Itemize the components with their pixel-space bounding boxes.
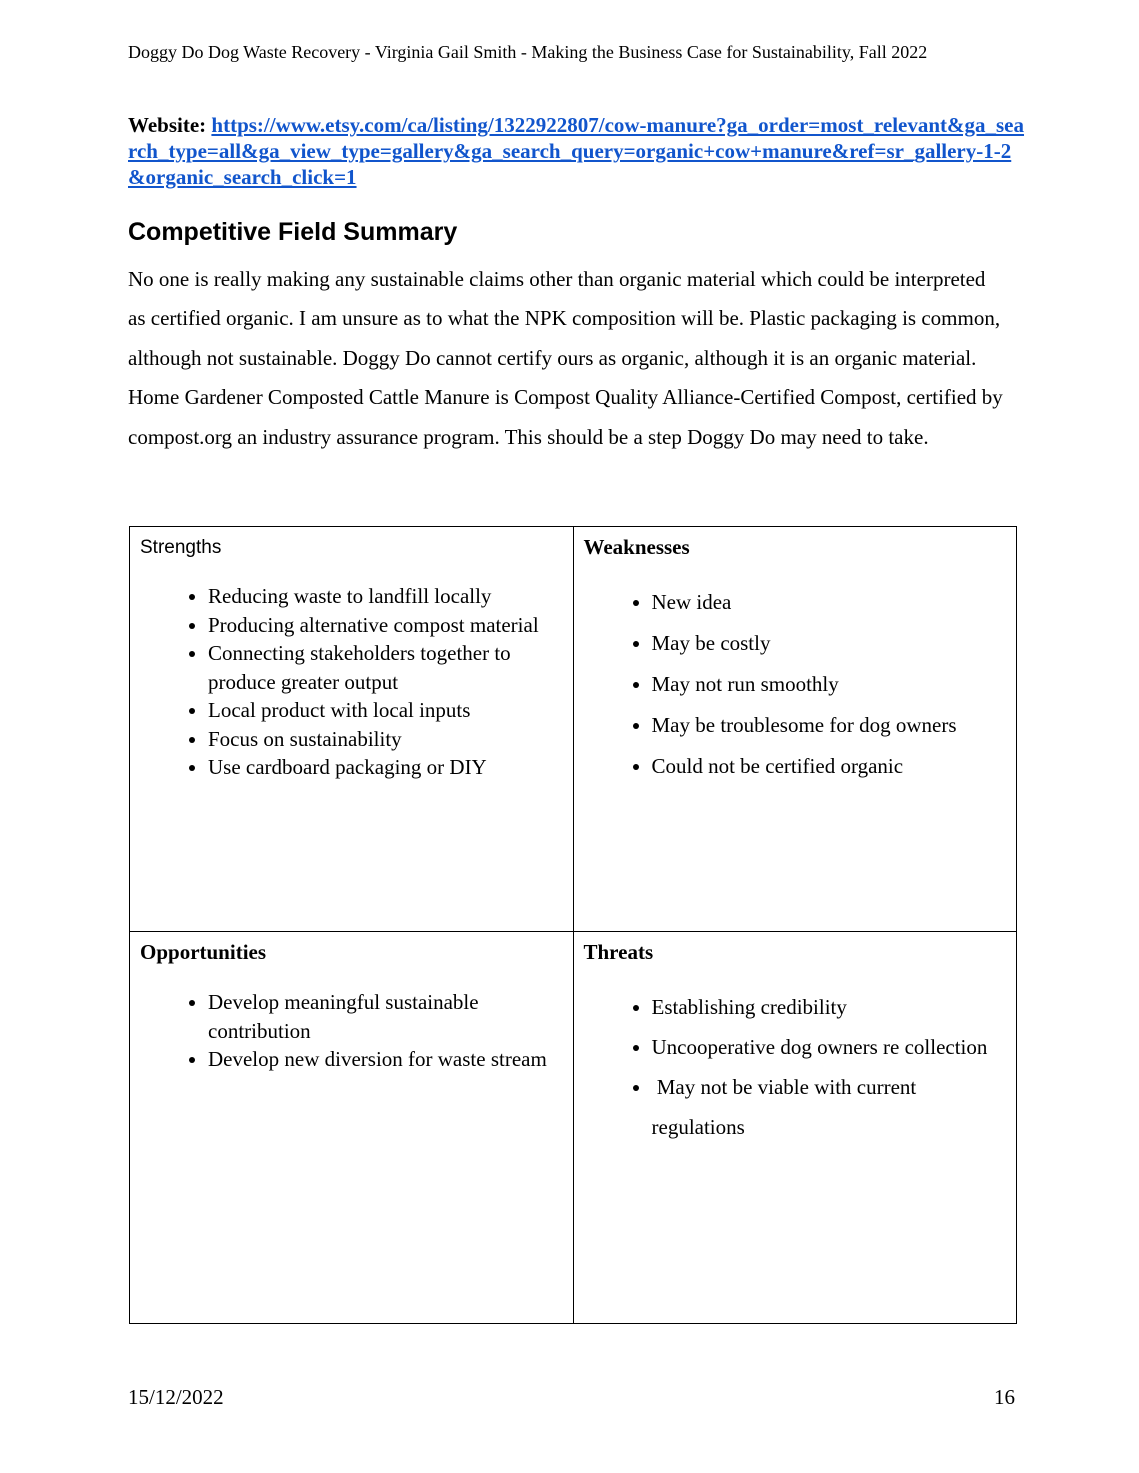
threats-title: Threats [583,940,654,964]
list-item: • Could not be certified organic [652,746,1007,787]
list-item: • Establishing credibility [652,987,1007,1027]
threats-list [584,987,1007,1147]
list-item: • Local product with local inputs [208,696,563,725]
strengths-list [140,582,563,782]
opportunities-cell [130,932,574,1324]
section-paragraph: No one is really making any sustainable claims other than organic material which could be interpreted as certified organic. I am unsure as to what the NPK composition will be. Plastic packaging is common, although not sustainable. Doggy Do cannot certify ours as organic, although it is an organic material. Home Gardener Composted Cattle Manure is Compost Quality Alliance-Certified Compost, certified by compost.org an industry assurance program. This should be a step Doggy Do may need to take. [128,267,1003,449]
strengths-title: Strengths [140,537,222,558]
strengths-cell [130,527,574,932]
list-item: • Use cardboard packaging or DIY [208,753,563,782]
list-item: • Focus on sustainability [208,725,563,754]
weaknesses-title: Weaknesses [583,535,690,559]
website-label: Website: [128,113,207,137]
list-item: • Connecting stakeholders together to produce greater output [208,639,563,696]
list-item: • Develop new diversion for waste stream [208,1045,563,1074]
section-heading: Competitive Field Summary [128,218,458,246]
list-item: • New idea [652,582,1007,623]
weaknesses-list [584,582,1007,787]
footer-date: 15/12/2022 [128,1385,224,1409]
opportunities-list [140,988,563,1074]
page-number: 16 [994,1385,1015,1409]
opportunities-title: Opportunities [140,940,267,964]
list-item: • May be costly [652,623,1007,664]
page-header: Doggy Do Dog Waste Recovery - Virginia Gail Smith - Making the Business Case for Sustainability, Fall 2022 [128,42,928,62]
list-item: • Uncooperative dog owners re collection [652,1027,1007,1067]
list-item: • Develop meaningful sustainable contribution [208,988,563,1045]
list-item: • May not run smoothly [652,664,1007,705]
website-line [128,112,1028,190]
threats-cell [573,932,1017,1324]
list-item: • May not be viable with current regulations [652,1067,1007,1147]
weaknesses-cell [573,527,1017,932]
list-item: • May be troublesome for dog owners [652,705,1007,746]
website-link[interactable]: https://www.etsy.com/ca/listing/1322922807/cow-manure?ga_order=most_relevant&ga_search_type=all&ga_view_type=gallery&ga_search_query=organic+cow+manure&ref=sr_gallery-1-2&organic_search_click=1 [128,113,1025,189]
swot-table [129,526,1017,1324]
list-item: • Producing alternative compost material [208,611,563,640]
list-item: • Reducing waste to landfill locally [208,582,563,611]
